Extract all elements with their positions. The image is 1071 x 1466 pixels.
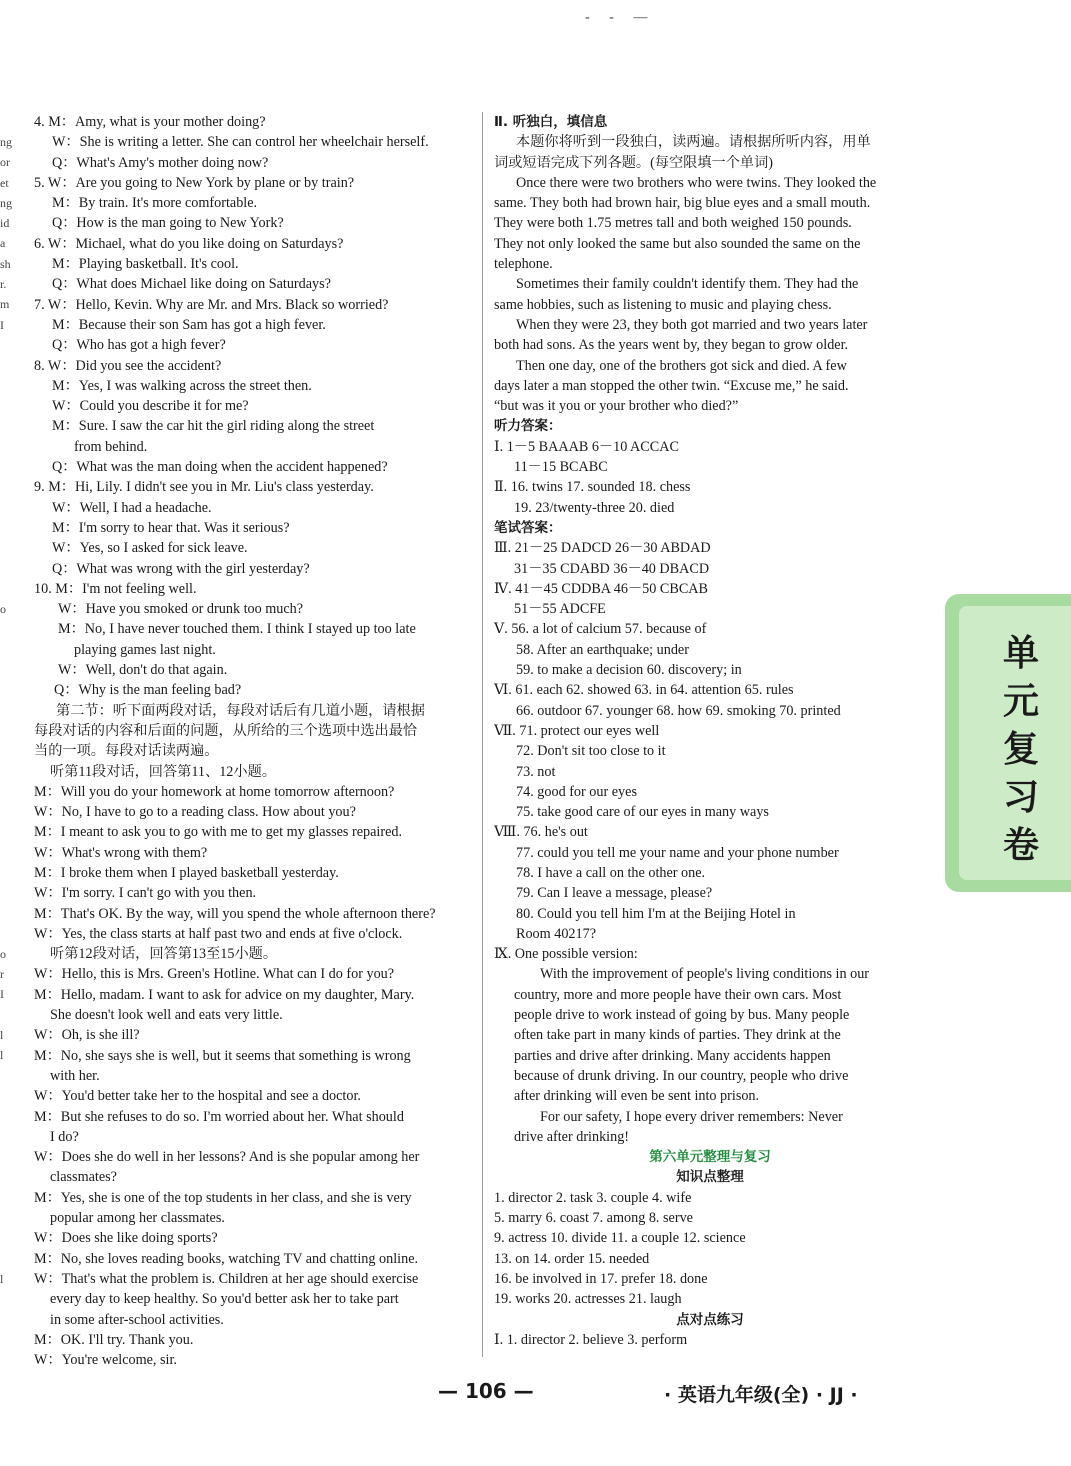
edge-fragment (0, 903, 14, 923)
right-text-line: Ⅰ. 1. director 2. believe 3. perform (494, 1331, 688, 1348)
edge-fragment (0, 436, 14, 456)
edge-fragment (0, 700, 14, 720)
left-text-line: 9. M：Hi, Lily. I didn't see you in Mr. Liu's class yesterday. (34, 479, 374, 496)
edge-fragment (0, 619, 14, 639)
right-text-line: 79. Can I leave a message, please? (516, 885, 713, 902)
left-text-line: 7. W：Hello, Kevin. Why are Mr. and Mrs. Black so worried? (34, 296, 389, 313)
left-text-line: M：Hello, madam. I want to ask for advice on my daughter, Mary. (34, 986, 415, 1003)
left-text-line: from behind. (74, 438, 148, 455)
left-text-line: 第二节：听下面两段对话，每段对话后有几道小题，请根据 (56, 702, 425, 719)
left-text-line: every day to keep healthy. So you'd better ask her to take part (50, 1291, 399, 1308)
edge-fragment (0, 396, 14, 416)
left-text-line: 10. M：I'm not feeling well. (34, 580, 197, 597)
edge-fragment (0, 1147, 14, 1167)
left-text-line: M：I broke them when I played basketball yesterday. (34, 864, 339, 881)
edge-fragment (0, 1309, 14, 1329)
section-tab-label: 单元复习卷 (1002, 633, 1039, 866)
edge-fragment: o (0, 946, 6, 961)
edge-fragment (0, 376, 14, 396)
right-text-line: both had sons. As the years went by, they began to grow older. (494, 337, 849, 354)
right-text-line: 19. works 20. actresses 21. laugh (494, 1291, 682, 1308)
right-text-line: drive after drinking! (514, 1128, 630, 1145)
left-text-line: W：Does she like doing sports? (34, 1230, 218, 1247)
right-column (494, 112, 926, 1350)
right-text-line: 听力答案： (494, 418, 562, 435)
left-text-line: W：No, I have to go to a reading class. How about you? (34, 804, 356, 821)
edge-fragment: r. (0, 277, 7, 292)
right-text-line: Ⅸ. One possible version: (494, 946, 638, 963)
left-text-line: M：OK. I'll try. Thank you. (34, 1331, 194, 1348)
edge-fragment (0, 883, 14, 903)
edge-fragment (0, 457, 14, 477)
edge-fragment: l (0, 1048, 4, 1063)
edge-fragment (0, 477, 14, 497)
left-text-line: M：No, she says she is well, but it seems that something is wrong (34, 1047, 411, 1064)
right-text-line: 77. could you tell me your name and your phone number (516, 844, 839, 861)
right-text-line: Ⅷ. 76. he's out (494, 824, 588, 841)
right-text-line: 31－35 CDABD 36－40 DBACD (514, 560, 710, 577)
section-tab (945, 594, 1071, 892)
left-text-line: W：Well, don't do that again. (58, 662, 228, 679)
left-text-line: 6. W：Michael, what do you like doing on Saturdays? (34, 235, 344, 252)
right-text-line: For our safety, I hope every driver remembers: Never (540, 1108, 843, 1125)
left-text-line: I do? (50, 1128, 79, 1145)
left-text-line: Q：Why is the man feeling bad? (54, 682, 242, 699)
left-text-line: playing games last night. (74, 641, 216, 658)
right-text-line: 1. director 2. task 3. couple 4. wife (494, 1189, 692, 1206)
edge-fragment (0, 1066, 14, 1086)
left-text-line: M：Playing basketball. It's cool. (52, 256, 239, 273)
right-text-line: country, more and more people have their own cars. Most (514, 986, 842, 1003)
left-text-line: W：You'd better take her to the hospital and see a doctor. (34, 1088, 361, 1105)
left-text-line: W：Yes, the class starts at half past two and ends at five o'clock. (34, 925, 403, 942)
edge-fragment (0, 842, 14, 862)
left-text-line: M：Will you do your homework at home tomorrow afternoon? (34, 783, 395, 800)
left-text-line: 8. W：Did you see the accident? (34, 357, 222, 374)
edge-fragment (0, 761, 14, 781)
right-text-line: parties and drive after drinking. Many accidents happen (514, 1047, 831, 1064)
left-text-line: W：Does she do well in her lessons? And is she popular among her (34, 1149, 420, 1166)
right-text-line: Ⅲ. 21－25 DADCD 26－30 ABDAD (494, 540, 711, 557)
right-text-line: often take part in many kinds of parties. They drink at the (514, 1027, 841, 1044)
left-text-line: 4. M：Amy, what is your mother doing? (34, 114, 266, 130)
left-text-line: W：I'm sorry. I can't go with you then. (34, 885, 257, 902)
edge-fragment (0, 1248, 14, 1268)
edge-fragment (0, 1330, 14, 1350)
right-text-line: Room 40217? (516, 925, 596, 942)
edge-fragment: ng (0, 135, 12, 149)
right-text-line: 19. 23/twenty-three 20. died (514, 499, 675, 516)
edge-fragment (0, 1411, 14, 1431)
right-text-line: same hobbies, such as listening to music and playing chess. (494, 296, 832, 313)
edge-fragment: m (0, 297, 10, 312)
book-title: · 英语九年级(全) · JJ · (664, 1384, 858, 1406)
edge-fragment (0, 1390, 14, 1410)
edge-fragment (0, 680, 14, 700)
left-text-line: W：You're welcome, sir. (34, 1352, 177, 1369)
left-text-line: 当的一项。每段对话读两遍。 (34, 743, 219, 760)
edge-fragment (0, 863, 14, 883)
right-text-line: 78. I have a call on the other one. (516, 864, 706, 881)
left-column (34, 112, 470, 1370)
edge-fragment (0, 1208, 14, 1228)
right-text-line: because of drunk driving. In our country, people who drive (514, 1067, 849, 1084)
edge-fragment (0, 1187, 14, 1207)
right-text-line: days later a man stopped the other twin. “Excuse me,” he said. (494, 377, 849, 394)
left-text-line: Q：What's Amy's mother doing now? (52, 154, 269, 171)
edge-fragment (0, 355, 14, 375)
right-text-line: 59. to make a decision 60. discovery; in (516, 662, 742, 679)
edge-fragment (0, 721, 14, 741)
edge-fragment: l (0, 1271, 4, 1286)
left-text-line: W：What's wrong with them? (34, 844, 208, 861)
right-text-line: Ⅰ. 1－5 BAAAB 6－10 ACCAC (494, 438, 679, 455)
left-text-line: M：Yes, she is one of the top students in her class, and she is very (34, 1189, 412, 1206)
right-text-line: 5. marry 6. coast 7. among 8. serve (494, 1210, 693, 1227)
left-text-line: M：No, she loves reading books, watching TV and chatting online. (34, 1250, 419, 1267)
right-text-line: Ⅴ. 56. a lot of calcium 57. because of (494, 621, 707, 638)
edge-fragment (0, 1005, 14, 1025)
right-text-line: 笔试答案： (494, 519, 562, 536)
edge-fragment: or (0, 155, 10, 170)
right-text-line: 73. not (516, 763, 556, 780)
right-text-line: Sometimes their family couldn't identify them. They had the (516, 276, 859, 293)
right-text-line: 9. actress 10. divide 11. a couple 12. science (494, 1230, 746, 1247)
right-text-line: 75. take good care of our eyes in many ways (516, 804, 769, 821)
previous-page-edge (0, 132, 14, 1431)
edge-fragment (0, 335, 14, 355)
right-text-line: Ⅵ. 61. each 62. showed 63. in 64. attention 65. rules (494, 682, 794, 699)
left-text-line: W：She is writing a letter. She can control her wheelchair herself. (52, 134, 429, 151)
left-text-line: M：Because their son Sam has got a high fever. (52, 316, 326, 333)
left-text-line: M：I'm sorry to hear that. Was it serious? (52, 519, 290, 536)
left-text-line: W：Well, I had a headache. (52, 499, 212, 516)
edge-fragment (0, 497, 14, 517)
left-text-line: W：Hello, this is Mrs. Green's Hotline. What can I do for you? (34, 966, 395, 983)
edge-fragment (0, 782, 14, 802)
right-text-line: 74. good for our eyes (516, 783, 637, 800)
edge-fragment (0, 1086, 14, 1106)
right-text-line: They were both 1.75 metres tall and both weighed 150 pounds. (494, 215, 852, 232)
right-text-line: 66. outdoor 67. younger 68. how 69. smoking 70. printed (516, 702, 841, 719)
left-text-line: M：I meant to ask you to go with me to get my glasses repaired. (34, 824, 403, 841)
edge-fragment (0, 538, 14, 558)
edge-fragment (0, 416, 14, 436)
right-text-line: 80. Could you tell him I'm at the Beijing Hotel in (516, 905, 796, 922)
edge-fragment: l (0, 1028, 4, 1043)
edge-fragment (0, 802, 14, 822)
edge-fragment (0, 1228, 14, 1248)
right-text-line: people drive to work instead of going by bus. Many people (514, 1007, 850, 1024)
left-text-line: W：Oh, is she ill? (34, 1027, 140, 1044)
edge-fragment (0, 518, 14, 538)
left-text-line: She doesn't look well and eats very little. (50, 1007, 283, 1024)
edge-fragment: a (0, 236, 6, 251)
right-text-line: 16. be involved in 17. prefer 18. done (494, 1270, 708, 1287)
edge-fragment (0, 579, 14, 599)
left-text-line: W：Could you describe it for me? (52, 398, 249, 415)
edge-fragment: o (0, 601, 6, 616)
left-text-line: popular among her classmates. (50, 1210, 225, 1227)
right-text-line: Ⅳ. 41－45 CDDBA 46－50 CBCAB (494, 580, 709, 597)
section-tab-inner (959, 606, 1071, 880)
edge-fragment (0, 1106, 14, 1126)
left-text-line: W：That's what the problem is. Children at her age should exercise (34, 1270, 419, 1287)
left-text-line: Q：How is the man going to New York? (52, 215, 284, 232)
left-text-line: 5. W：Are you going to New York by plane or by train? (34, 174, 355, 191)
right-text-line: When they were 23, they both got married and two years later (516, 316, 868, 333)
right-text-line: They not only looked the same but also sounded the same on the (494, 235, 861, 252)
left-text-line: Q：What was the man doing when the accident happened? (52, 459, 388, 476)
edge-fragment (0, 558, 14, 578)
right-text-line: 72. Don't sit too close to it (516, 743, 666, 760)
left-text-line: Q：Who has got a high fever? (52, 337, 226, 354)
left-text-line: with her. (50, 1067, 100, 1084)
left-text-line: 每段对话的内容和后面的问题，从所给的三个选项中选出最恰 (34, 722, 418, 739)
page-number: — 106 — (438, 1379, 534, 1403)
right-text-line: With the improvement of people's living conditions in our (540, 966, 870, 983)
left-text-line: M：Sure. I saw the car hit the girl riding along the street (52, 418, 375, 435)
left-text-line: M：No, I have never touched them. I think I stayed up too late (58, 621, 416, 638)
column-divider (482, 112, 483, 1357)
edge-fragment: ng (0, 195, 12, 210)
edge-fragment (0, 822, 14, 842)
edge-fragment (0, 639, 14, 659)
left-text-line: in some after-school activities. (50, 1311, 224, 1328)
left-text-line: W：Yes, so I asked for sick leave. (52, 540, 248, 557)
right-text-line: 点对点练习 (676, 1311, 744, 1328)
right-text-line: 词或短语完成下列各题。(每空限填一个单词) (494, 154, 774, 171)
right-text-line: 58. After an earthquake; under (516, 641, 689, 658)
right-text-line: Once there were two brothers who were twins. They looked the (516, 174, 877, 191)
edge-fragment (0, 924, 14, 944)
edge-fragment: r (0, 967, 4, 982)
right-text-line: 知识点整理 (676, 1169, 744, 1186)
left-text-line: Q：What was wrong with the girl yesterday? (52, 560, 310, 577)
right-text-line: Ⅱ. 16. twins 17. sounded 18. chess (494, 479, 691, 496)
right-text-line: Then one day, one of the brothers got sick and died. A few (516, 357, 847, 374)
right-text-line: Ⅱ. 听独白，填信息 (494, 114, 608, 130)
edge-fragment (0, 1350, 14, 1370)
right-text-line: 51－55 ADCFE (514, 601, 606, 618)
edge-fragment (0, 1370, 14, 1390)
right-text-line: after drinking will even be sent into prison. (514, 1088, 760, 1105)
edge-fragment: sh (0, 256, 11, 271)
edge-fragment (0, 1167, 14, 1187)
right-text-line: Ⅶ. 71. protect our eyes well (494, 722, 660, 739)
left-text-line: 听第12段对话，回答第13至15小题。 (50, 946, 278, 963)
edge-fragment: et (0, 175, 9, 190)
left-text-line: Q：What does Michael like doing on Saturdays? (52, 276, 331, 293)
edge-fragment: id (0, 216, 10, 231)
right-text-line: “but was it you or your brother who died?” (494, 398, 739, 415)
edge-fragment: I (0, 317, 4, 332)
edge-fragment (0, 660, 14, 680)
left-text-line: M：Yes, I was walking across the street then. (52, 377, 312, 394)
left-text-line: M：But she refuses to do so. I'm worried about her. What should (34, 1108, 404, 1125)
left-text-line: classmates? (50, 1169, 117, 1186)
left-text-line: M：By train. It's more comfortable. (52, 195, 258, 212)
edge-fragment: I (0, 987, 4, 1002)
edge-fragment (0, 1127, 14, 1147)
left-text-line: 听第11段对话，回答第11、12小题。 (50, 763, 276, 780)
header-marks: ‐ ‐ — (585, 10, 656, 25)
right-text-line: 第六单元整理与复习 (649, 1149, 771, 1166)
edge-fragment (0, 1289, 14, 1309)
right-text-line: 13. on 14. order 15. needed (494, 1250, 650, 1267)
right-text-line: telephone. (494, 256, 553, 273)
edge-fragment (0, 741, 14, 761)
right-text-line: 11－15 BCABC (514, 459, 608, 476)
left-text-line: M：That's OK. By the way, will you spend the whole afternoon there? (34, 905, 436, 922)
right-text-line: 本题你将听到一段独白，读两遍。请根据所听内容，用单 (516, 134, 871, 151)
right-text-line: same. They both had brown hair, big blue eyes and a small mouth. (494, 195, 871, 212)
left-text-line: W：Have you smoked or drunk too much? (58, 601, 304, 618)
